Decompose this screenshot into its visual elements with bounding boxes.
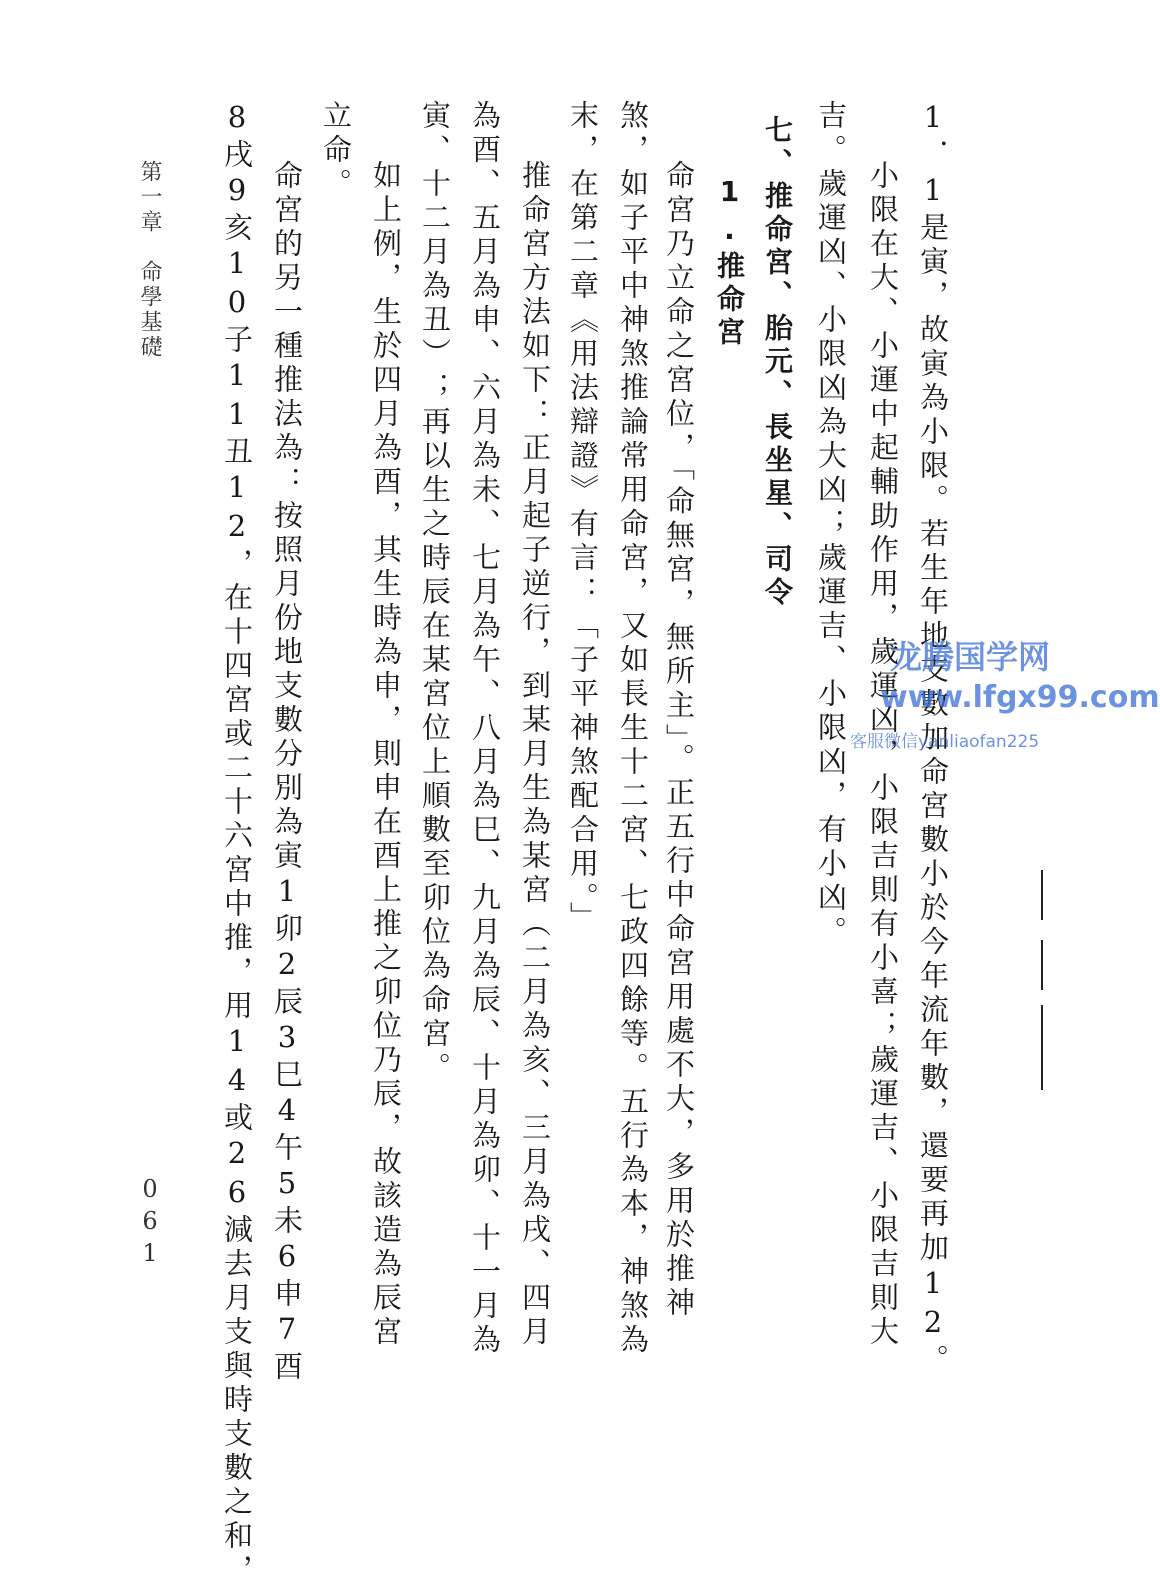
edge-mark: [1041, 940, 1043, 990]
watermark-contact: 客服微信yanliaofan225: [850, 732, 1040, 752]
text-column: 小限在大、小運中起輔助作用，歲運凶，小限吉則有小喜；歲運吉、小限吉則大: [866, 160, 900, 1350]
text-column: 如上例，生於四月為酉，其生時為申，則申在酉上推之卯位乃辰，故該造為辰宮: [369, 160, 403, 1350]
text-column: 1．1是寅，故寅為小限。若生年地支數加命宮數小於今年流年數，還要再加12。: [916, 100, 950, 1378]
page-number: 061: [136, 1175, 164, 1271]
edge-mark: [1041, 1005, 1043, 1090]
text-column: 為酉、五月為申、六月為未、七月為午、八月為巳、九月為辰、十月為卯、十一月為: [468, 100, 502, 1358]
text-column: 命宮乃立命之宮位，「命無宮，無所主」。正五行中命宮用處不大，多用於推神: [662, 160, 696, 1321]
text-column: 寅、十二月為丑）；再以生之時辰在某宮位上順數至卯位為命宮。: [418, 100, 452, 1086]
edge-mark: [1041, 870, 1043, 920]
section-heading: 七、推命宮、胎元、長坐星、司令: [761, 115, 794, 610]
text-column: 煞，如子平中神煞推論常用命宮，又如長生十二宮、七政四餘等。五行為本，神煞為: [616, 100, 650, 1358]
text-column: 末，在第二章《用法辯證》有言：「子平神煞配合用。」: [566, 100, 600, 936]
watermark-url: www.lfgx99.com: [880, 680, 1160, 715]
text-column: 立命。: [319, 100, 353, 202]
chapter-footer: 第一章 命學基礎: [137, 160, 162, 360]
text-column: 8戌9亥10子11丑12，在十四宮或二十六宮中推，用14或26減去月支與時支數之和，: [220, 100, 254, 1588]
text-column: 命宮的另一種推法為：按照月份地支數分別為寅1卯2辰3巳4午5未6申7酉: [270, 160, 304, 1385]
text-column: 吉。歲運凶、小限凶為大凶；歲運吉、小限凶，有小凶。: [814, 100, 848, 950]
subsection-heading: 1.推命宮: [713, 175, 746, 350]
watermark-title: 龙腾国学网: [890, 638, 1051, 676]
text-column: 推命宮方法如下：正月起子逆行，到某月生為某宮（二月為亥、三月為戌、四月: [518, 160, 552, 1350]
